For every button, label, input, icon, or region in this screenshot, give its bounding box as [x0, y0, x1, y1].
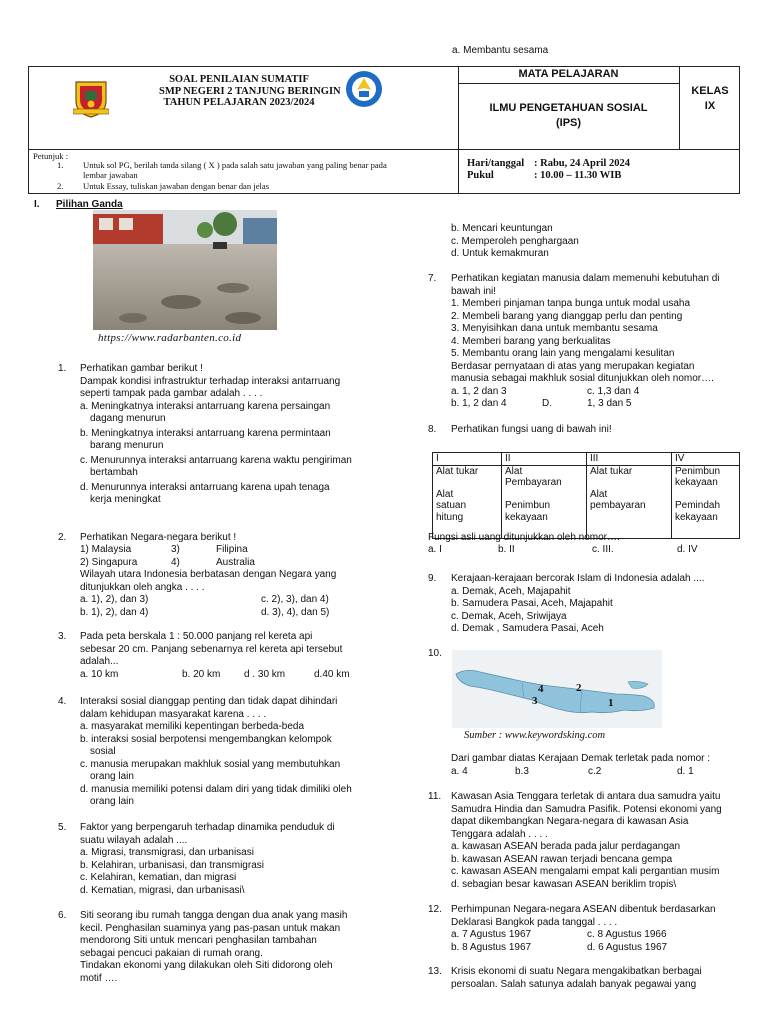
date-value: : Rabu, 24 April 2024 [534, 158, 630, 169]
q10-option-c[interactable]: c.2 [588, 766, 602, 777]
exam-header [28, 66, 740, 194]
q4-option-b[interactable]: b. interaksi sosial berpotensi mengembangkan kelompok [80, 733, 332, 745]
money-function-table [432, 452, 740, 539]
q11-option-a[interactable]: a. kawasan ASEAN berada pada jalur perdagangan [451, 841, 681, 852]
map-label-4: 4 [538, 683, 544, 695]
q12-number: 12. [428, 904, 442, 915]
q11-option-d[interactable]: d. sebagian besar kawasan ASEAN beriklim tropis\ [451, 878, 677, 890]
table-cell: Alat tukar Alat satuan hitung [433, 465, 502, 538]
q10-number: 10. [428, 648, 442, 659]
q2-number: 2. [58, 532, 67, 543]
q10-prompt: Dari gambar diatas Kerajaan Demak terletak pada nomor : [451, 753, 711, 764]
q8-option-b[interactable]: b. II [498, 544, 515, 555]
q10-option-b[interactable]: b.3 [515, 766, 529, 777]
q9-option-b[interactable]: b. Samudera Pasai, Aceh, Majapahit [451, 598, 613, 609]
map-label-1: 1 [608, 697, 614, 709]
q2-option-b[interactable]: b. 1), 2), dan 4) [80, 606, 149, 618]
q2-option-c[interactable]: c. 2), 3), dan 4) [261, 594, 329, 605]
table-cell: Alat tukar Alat pembayaran [587, 465, 672, 538]
q1-option-c[interactable]: c. Menurunnya interaksi antarruang karena waktu pengiriman [80, 454, 352, 466]
header-title-3: TAHUN PELAJARAN 2023/2024 [163, 97, 315, 108]
q1-option-d[interactable]: d. Menurunnya interaksi antarruang karena upah tenaga [80, 481, 330, 493]
q5-option-c[interactable]: c. Kelahiran, kematian, dan migrasi [80, 872, 237, 883]
q11-number: 11. [428, 791, 442, 802]
table-cell: Alat Pembayaran Penimbun kekayaan [502, 465, 587, 538]
q13-number: 13. [428, 966, 442, 977]
question-6: Siti seorang ibu rumah tangga dengan dua anak yang masih kecil. Penghasilan suaminya yang pas-pasan untuk makan mendorong Siti untuk mencari penghasilan tambahan sebagai pencuci pakaian di rumah orang. Tindakan ekonomi yang dilakukan oleh Siti didorong oleh motif …. [80, 910, 348, 984]
q2-country-2: 2) Singapura [80, 556, 138, 568]
q2-country-3: Filipina [216, 544, 248, 555]
q9-option-c[interactable]: c. Demak, Aceh, Sriwijaya [451, 610, 567, 622]
java-island-map [452, 650, 662, 728]
carry-over-option: a. Membantu sesama [452, 45, 549, 56]
q4-option-c[interactable]: c. manusia merupakan makhluk sosial yang membutuhkan [80, 758, 341, 770]
q5-option-a[interactable]: a. Migrasi, transmigrasi, dan urbanisasi [80, 847, 254, 858]
q6-number: 6. [58, 910, 67, 921]
instruction-1: Untuk sol PG, berilah tanda silang ( X ) pada salah satu jawaban yang paling benar pada [83, 160, 387, 170]
q2-option-d[interactable]: d. 3), 4), dan 5) [261, 606, 330, 618]
table-header-cell: IV [672, 453, 740, 466]
q10-option-a[interactable]: a. 4 [451, 766, 468, 777]
header-title-2: SMP NEGERI 2 TANJUNG BERINGIN [159, 85, 341, 97]
q12-option-c[interactable]: c. 8 Agustus 1966 [587, 929, 667, 940]
q4-number: 4. [58, 696, 67, 707]
question-12: Perhimpunan Negara-negara ASEAN dibentuk berdasarkan Deklarasi Bangkok pada tanggal . . . . a. 7 Agustus 1967 b. 8 Agustus 1967 [451, 904, 716, 953]
q3-number: 3. [58, 631, 67, 642]
subject-name: ILMU PENGETAHUAN SOSIAL [489, 102, 648, 114]
q8-option-c[interactable]: c. III. [592, 544, 614, 555]
question-7: Perhatikan kegiatan manusia dalam memenuhi kebutuhan di bawah ini! 1. Memberi pinjaman tanpa bunga untuk modal usaha 2. Membeli barang yang dianggap perlu dan penting 3. Menyisihkan dana untuk membantu sesama 4. Memberi barang yang berkualitas 5. Membantu orang lain yang mengalami kesulitan Berdasar pernyataan di atas yang merupakan kegiatan manusia sebagai makhluk sosial ditunjukkan oleh nomor…. a. 1, 2 dan 3 b. 1, 2 dan 4 [451, 273, 720, 409]
instruction-2: Untuk Essay, tuliskan jawaban dengan benar dan jelas [83, 181, 270, 191]
map-source: Sumber : www.keywordsking.com [464, 730, 606, 741]
q3-option-a[interactable]: a. 10 km [80, 669, 119, 680]
table-header-cell: II [502, 453, 587, 466]
question-9: Kerajaan-kerajaan bercorak Islam di Indonesia adalah .... a. Demak, Aceh, Majapahit b. Samudera Pasai, Aceh, Majapahit c. Demak, Aceh, Sriwijaya d. Demak , Samudera Pasai, Aceh [451, 573, 705, 634]
time-value: : 10.00 – 11.30 WIB [534, 170, 622, 181]
table-cell: Penimbun kekayaan Pemindah kekayaan [672, 465, 740, 538]
q12-option-d[interactable]: d. 6 Agustus 1967 [587, 941, 668, 953]
question-11: Kawasan Asia Tenggara terletak di antara dua samudra yaitu Samudra Hindia dan Samudra Pasifik. Potensi ekonomi yang dapat dikembangkan Negara-negara di kawasan Asia Tenggara adalah . . . . a. kawasan ASEAN berada pada jalur perdagangan b. kawasan ASEAN rawan terjadi bencana gempa c. kawasan ASEAN mengalami empat kali pergantian musim d. sebagian besar kawasan ASEAN beriklim tropis\ [451, 791, 722, 890]
q9-number: 9. [428, 573, 437, 584]
subject-abbrev: (IPS) [555, 117, 582, 129]
q7-number: 7. [428, 273, 437, 284]
q2-option-a[interactable]: a. 1), 2), dan 3) [80, 594, 149, 605]
section-title: Pilihan Ganda [56, 199, 123, 210]
q7-option-d[interactable]: 1, 3 dan 5 [587, 398, 632, 409]
question-5: Faktor yang berpengaruh terhadap dinamika penduduk di suatu wilayah adalah .... a. Migrasi, transmigrasi, dan urbanisasi b. Kelahiran, urbanisasi, dan transmigrasi c. Kelahiran, kematian, dan migrasi d. Kematian, migrasi, dan urbanisasi\ [80, 822, 335, 896]
q12-option-a[interactable]: a. 7 Agustus 1967 [451, 929, 532, 940]
tut-wuri-handayani-logo [345, 70, 383, 108]
instructions-label: Petunjuk : [33, 151, 69, 161]
instruction-2-num: 2. [57, 181, 64, 191]
q5-option-d[interactable]: d. Kematian, migrasi, dan urbanisasi\ [80, 884, 245, 896]
q9-option-a[interactable]: a. Demak, Aceh, Majapahit [451, 585, 571, 597]
q1-option-a[interactable]: a. Meningkatnya interaksi antarruang karena persaingan [80, 400, 331, 412]
map-label-2: 2 [576, 682, 582, 694]
q3-option-b[interactable]: b. 20 km [182, 669, 221, 680]
q11-option-b[interactable]: b. kawasan ASEAN rawan terjadi bencana gempa [451, 853, 673, 865]
question-3: Pada peta berskala 1 : 50.000 panjang rel kereta api sebesar 20 cm. Panjang sebenarnya rel kereta api tersebut adalah... [80, 631, 343, 667]
q5-option-b[interactable]: b. Kelahiran, urbanisasi, dan transmigrasi [80, 859, 264, 871]
q3-option-c[interactable]: d . 30 km [244, 669, 286, 680]
table-header-cell: III [587, 453, 672, 466]
map-label-3: 3 [532, 695, 538, 707]
q6-option-d[interactable]: d. Untuk kemakmuran [451, 248, 549, 259]
question-13: Krisis ekonomi di suatu Negara mengakibatkan berbagai persoalan. Salah satunya adalah banyak pegawai yang [451, 966, 702, 990]
question-4: Interaksi sosial dianggap penting dan tidak dapat dihindari dalam kehidupan masyarakat karena . . . . a. masyarakat memiliki kepentingan berbeda-beda b. interaksi sosial berpotensi mengembangkan kelompok sosial c. manusia merupakan makhluk sosial yang membutuhkan orang lain d. manusia memiliki potensi dalam diri yang tidak dimiliki oleh orang lain [80, 696, 352, 807]
q6-option-c[interactable]: c. Memperoleh penghargaan [451, 235, 579, 247]
time-label: Pukul [467, 170, 494, 181]
question-2: Perhatikan Negara-negara berikut ! [80, 532, 237, 543]
instruction-1-cont: lembar jawaban [83, 170, 138, 180]
q7-option-b[interactable]: b. 1, 2 dan 4 [451, 398, 507, 409]
q3-option-d[interactable]: d.40 km [314, 669, 350, 680]
class-label: KELAS [691, 85, 729, 97]
q11-option-c[interactable]: c. kawasan ASEAN mengalami empat kali pergantian musim [451, 866, 720, 877]
section-number: I. [34, 199, 40, 210]
q4-option-d[interactable]: d. manusia memiliki potensi dalam diri yang tidak dimiliki oleh [80, 783, 352, 795]
district-emblem-logo [73, 79, 109, 119]
class-value: IX [704, 100, 716, 112]
question-1: Perhatikan gambar berikut ! Dampak kondisi infrastruktur terhadap interaksi antarruang seperti tampak pada gambar adalah . . . . a. Meningkatnya interaksi antarruang karena persaingan dagang menurun b. Meningkatnya interaksi antarruang karena permintaan barang menurun c. Menurunnya interaksi antarruang karena waktu pengiriman bertambah d. Menurunnya interaksi antarruang karena upah tenaga kerja meningkat [80, 363, 352, 505]
q4-option-a[interactable]: a. masyarakat memiliki kepentingan berbeda-beda [80, 721, 305, 732]
damaged-road-photo [93, 210, 277, 330]
header-title-1: SOAL PENILAIAN SUMATIF [169, 74, 309, 85]
q9-option-d[interactable]: d. Demak , Samudera Pasai, Aceh [451, 623, 604, 634]
q10-option-d[interactable]: d. 1 [677, 766, 694, 777]
q7-option-a[interactable]: a. 1, 2 dan 3 [451, 385, 507, 397]
q8-number: 8. [428, 424, 437, 435]
photo-source-caption: https://www.radarbanten.co.id [98, 332, 242, 344]
q7-option-d-letter[interactable]: D. [542, 398, 552, 409]
q7-option-c[interactable]: c. 1,3 dan 4 [587, 385, 640, 397]
q1-option-b[interactable]: b. Meningkatnya interaksi antarruang karena permintaan [80, 427, 331, 439]
q5-number: 5. [58, 822, 67, 833]
subject-label: MATA PELAJARAN [518, 68, 619, 80]
q8-prompt: Fungsi asli uang ditunjukkan oleh nomor…. [428, 532, 620, 543]
q2-country-4: Australia [216, 556, 255, 568]
question-8: Perhatikan fungsi uang di bawah ini! [451, 424, 612, 435]
q12-option-b[interactable]: b. 8 Agustus 1967 [451, 941, 532, 953]
q8-option-a[interactable]: a. I [428, 544, 442, 555]
instruction-1-num: 1. [57, 160, 64, 170]
table-header-cell: I [433, 453, 502, 466]
q6-option-b[interactable]: b. Mencari keuntungan [451, 223, 553, 234]
date-label: Hari/tanggal [467, 158, 525, 169]
q1-number: 1. [58, 363, 67, 374]
q2-country-1: 1) Malaysia [80, 544, 132, 555]
q8-option-d[interactable]: d. IV [677, 544, 698, 555]
